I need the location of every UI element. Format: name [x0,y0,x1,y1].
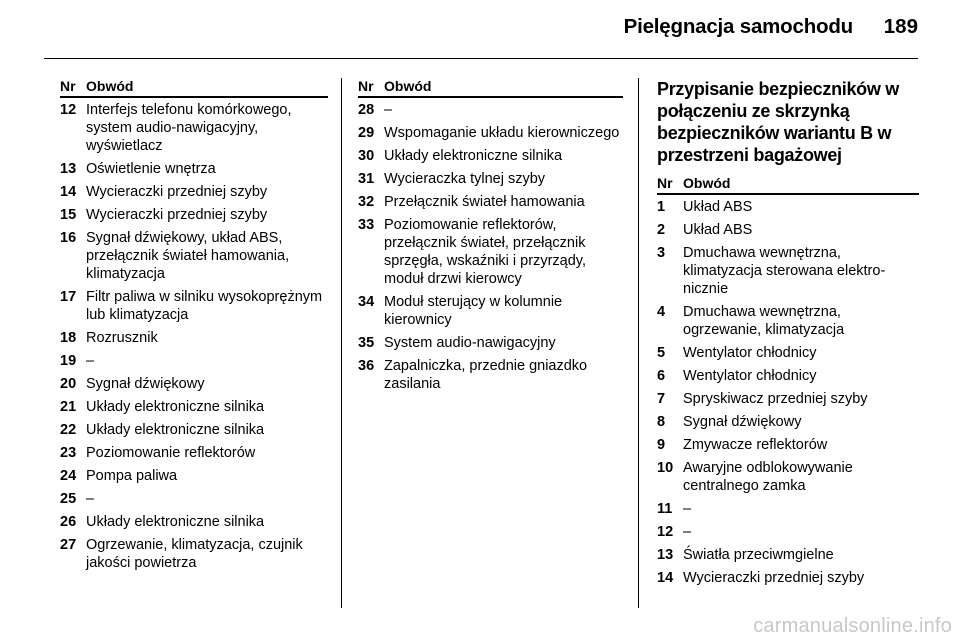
fuse-number: 30 [358,148,375,164]
fuse-number: 18 [60,330,77,346]
fuse-number: 29 [358,125,375,141]
watermark: carmanualsonline.info [753,615,952,637]
fuse-number: 10 [657,460,674,476]
fuse-number: 31 [358,171,375,187]
table-row [60,329,328,347]
fuse-number: 32 [358,194,375,210]
table-row [657,367,919,385]
circuit-description: Moduł sterujący w kolumnie kierownicy [384,294,563,328]
table-row [657,546,919,564]
fuse-number: 25 [60,491,77,507]
fuse-number: 16 [60,230,77,246]
table-row [657,459,919,495]
table-row [358,170,623,188]
circuit-description: Sygnał dźwiękowy, układ ABS, przełącznik świateł hamowania, klimatyzacja [86,230,290,282]
table-row [657,390,919,408]
circuit-description: Układy elektroniczne silnika [86,514,265,530]
table-row [657,500,919,518]
circuit-description: Układy elektroniczne silnika [86,422,265,438]
header-obwod: Obwód [683,175,731,191]
table-row [657,413,919,431]
fuse-table-2 [358,78,623,398]
circuit-description: Układy elektroniczne silnika [384,148,563,164]
fuse-number: 22 [60,422,77,438]
table-row [60,513,328,531]
fuse-number: 3 [657,245,666,261]
table-row [358,101,623,119]
circuit-description: Zapalniczka, przednie gniazdko zasilania [384,358,588,392]
column-divider [341,78,342,608]
table-header [60,78,328,98]
circuit-description: Awaryjne odblokowywanie centralnego zamka [683,460,853,494]
table-header [657,175,919,195]
circuit-description: – [683,524,692,540]
fuse-number: 4 [657,304,666,320]
circuit-description: Wentylator chłodnicy [683,368,817,384]
circuit-description: Interfejs telefonu komórkowego, system audio-nawigacyjny, wyświetlacz [86,102,292,154]
circuit-description: – [384,102,393,118]
table-row [60,183,328,201]
fuse-number: 23 [60,445,77,461]
circuit-description: Układy elektroniczne silnika [86,399,265,415]
table-row [358,334,623,352]
table-row [60,536,328,572]
fuse-number: 12 [657,524,674,540]
fuse-number: 6 [657,368,666,384]
circuit-description: – [683,501,692,517]
page-header [44,0,918,59]
circuit-description: Wentylator chłodnicy [683,345,817,361]
fuse-number: 15 [60,207,77,223]
header-obwod: Obwód [384,78,432,94]
table-row [358,216,623,288]
circuit-description: Wycieraczki przedniej szyby [683,570,865,586]
table-row [60,490,328,508]
fuse-number: 34 [358,294,375,310]
circuit-description: Rozrusznik [86,330,158,346]
header-nr: Nr [358,78,374,94]
fuse-number: 35 [358,335,375,351]
circuit-description: Układ ABS [683,199,753,215]
fuse-number: 28 [358,102,375,118]
header-nr: Nr [60,78,76,94]
table-row [657,436,919,454]
header-nr: Nr [657,175,673,191]
fuse-table-1 [60,78,328,577]
page-title: Pielęgnacja samochodu [623,15,853,38]
circuit-description: Przełącznik świateł hamowania [384,194,585,210]
table-row [60,160,328,178]
table-row [60,444,328,462]
fuse-number: 21 [60,399,77,415]
circuit-description: Wycieraczki przedniej szyby [86,207,268,223]
circuit-description: Pompa paliwa [86,468,178,484]
circuit-description: Spryskiwacz przedniej szyby [683,391,868,407]
circuit-description: Światła przeciwmgielne [683,547,834,563]
circuit-description: Wspomaganie układu kierowniczego [384,125,620,141]
fuse-number: 1 [657,199,666,215]
circuit-description: Sygnał dźwiękowy [86,376,205,392]
fuse-number: 14 [60,184,77,200]
circuit-description: Wycieraczki przedniej szyby [86,184,268,200]
table-row [358,193,623,211]
column-divider [638,78,639,608]
circuit-description: Filtr paliwa w silniku wysokoprężnym lub klimatyzacja [86,289,323,323]
table-row [60,229,328,283]
circuit-description: System audio-nawigacyjny [384,335,556,351]
fuse-number: 27 [60,537,77,553]
table-row [657,569,919,587]
circuit-description: Poziomowanie reflektorów [86,445,256,461]
circuit-description: – [86,491,95,507]
fuse-number: 20 [60,376,77,392]
circuit-description: Sygnał dźwiękowy [683,414,802,430]
circuit-description: – [86,353,95,369]
fuse-table-3 [657,78,919,592]
table-row [657,523,919,541]
fuse-number: 24 [60,468,77,484]
table-row [657,244,919,298]
circuit-description: Układ ABS [683,222,753,238]
circuit-description: Ogrzewanie, klimatyzacja, czujnik jakości powietrza [86,537,303,571]
circuit-description: Dmuchawa wewnętrzna, ogrzewanie, klimatyzacja [683,304,845,338]
circuit-description: Poziomowanie reflektorów, przełącznik świateł, przełącznik sprzęgła, wskaźniki i przyrządy, moduł drzwi kierowcy [384,217,586,287]
table-row [60,206,328,224]
circuit-description: Wycieraczka tylnej szyby [384,171,546,187]
fuse-number: 5 [657,345,666,361]
fuse-number: 9 [657,437,666,453]
fuse-number: 17 [60,289,77,305]
table-row [657,198,919,216]
table-row [657,303,919,339]
fuse-number: 7 [657,391,666,407]
fuse-number: 14 [657,570,674,586]
table-row [60,375,328,393]
fuse-number: 11 [657,501,673,517]
table-body [657,198,919,587]
table-row [657,344,919,362]
fuse-number: 12 [60,102,77,118]
table-row [358,357,623,393]
circuit-description: Zmywacze reflektorów [683,437,828,453]
fuse-number: 13 [657,547,674,563]
table-row [358,147,623,165]
table-row [60,398,328,416]
page-number: 189 [883,15,918,38]
table-row [358,293,623,329]
section-title: Przypisanie bezpieczników w połączeniu ze skrzynką bezpieczników wariantu B w przestrzeni bagażowej [657,79,899,165]
table-row [60,421,328,439]
header-obwod: Obwód [86,78,134,94]
table-header [358,78,623,98]
fuse-number: 2 [657,222,666,238]
table-row [60,101,328,155]
table-body [358,101,623,393]
table-row [60,467,328,485]
fuse-number: 36 [358,358,375,374]
fuse-number: 19 [60,353,77,369]
table-row [358,124,623,142]
circuit-description: Oświetlenie wnętrza [86,161,216,177]
circuit-description: Dmuchawa wewnętrzna, klimatyzacja sterowana elektro-nicznie [683,245,886,297]
fuse-number: 13 [60,161,77,177]
fuse-number: 8 [657,414,666,430]
fuse-number: 26 [60,514,77,530]
table-row [60,288,328,324]
table-row [60,352,328,370]
fuse-number: 33 [358,217,375,233]
table-row [657,221,919,239]
table-body [60,101,328,572]
